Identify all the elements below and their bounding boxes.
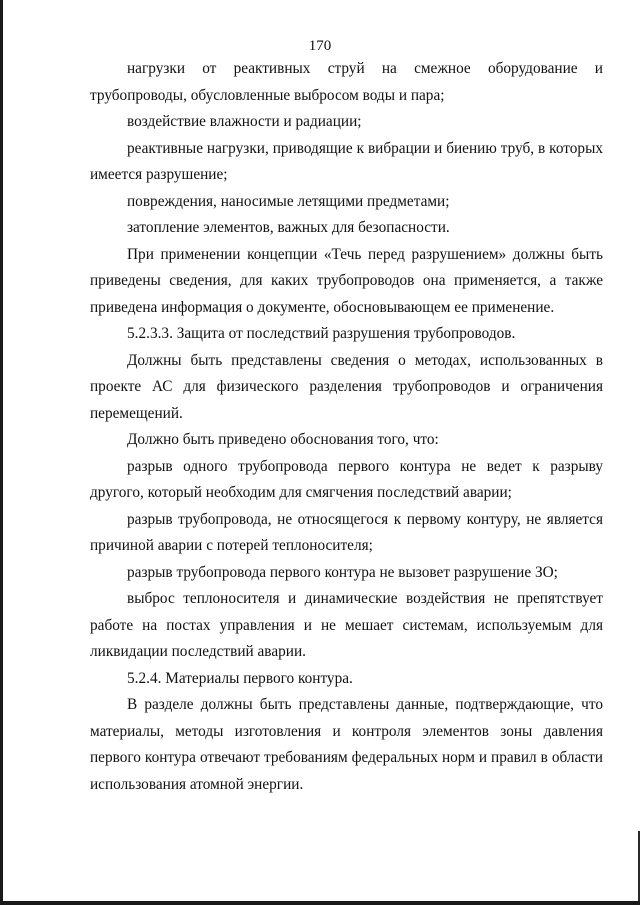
document-body (90, 56, 603, 798)
paragraph-2: воздействие влажности и радиации; (127, 113, 362, 130)
section-heading-5-2-4: 5.2.4. Материалы первого контура. (127, 669, 353, 687)
paragraph-10: разрыв трубопровода, не относящегося к первому контуру, не является причиной аварии с потерей теплоносителя; (90, 510, 603, 554)
paragraph-3: реактивные нагрузки, приводящие к вибрации и биению труб, в которых имеется разрушение; (90, 139, 603, 183)
scan-edge-left (0, 0, 3, 905)
paragraph-5: затопление элементов, важных для безопасности. (127, 219, 450, 236)
paragraph-12: выброс теплоносителя и динамические воздействия не препятствует работе на постах управления и не мешает системам, используемым для ликвидации последствий аварии. (90, 590, 603, 660)
paragraph-13: В разделе должны быть представлены данные, подтверждающие, что материалы, методы изготовления и контроля элементов зоны давления первого контура отвечают требованиям федеральных норм и правил в области использования атомной энергии. (90, 696, 603, 793)
scan-edge-bottom (0, 901, 640, 905)
paragraph-11: разрыв трубопровода первого контура не вызовет разрушение ЗО; (127, 563, 558, 581)
paragraph-7: Должны быть представлены сведения о методах, использованных в проекте АС для физического разделения трубопроводов и ограничения перемещений. (90, 351, 603, 422)
paragraph-9: разрыв одного трубопровода первого контура не ведет к разрыву другого, который необходим для смягчения последствий аварии; (90, 457, 603, 501)
section-heading-5-2-3-3: 5.2.3.3. Защита от последствий разрушения трубопроводов. (127, 325, 516, 342)
paragraph-8: Должно быть приведено обоснования того, что: (127, 431, 439, 448)
paragraph-4: повреждения, наносимые летящими предметами; (127, 192, 450, 210)
paragraph-1: нагрузки от реактивных струй на смежное оборудование и трубопроводы, обусловленные выбросом воды и пара; (90, 60, 603, 104)
page-number: 170 (308, 38, 332, 54)
paragraph-6: При применении концепции «Течь перед разрушением» должны быть приведены сведения, для каких трубопроводов она применяется, а также приведена информация о документе, обосновывающем ее применение. (90, 245, 603, 316)
